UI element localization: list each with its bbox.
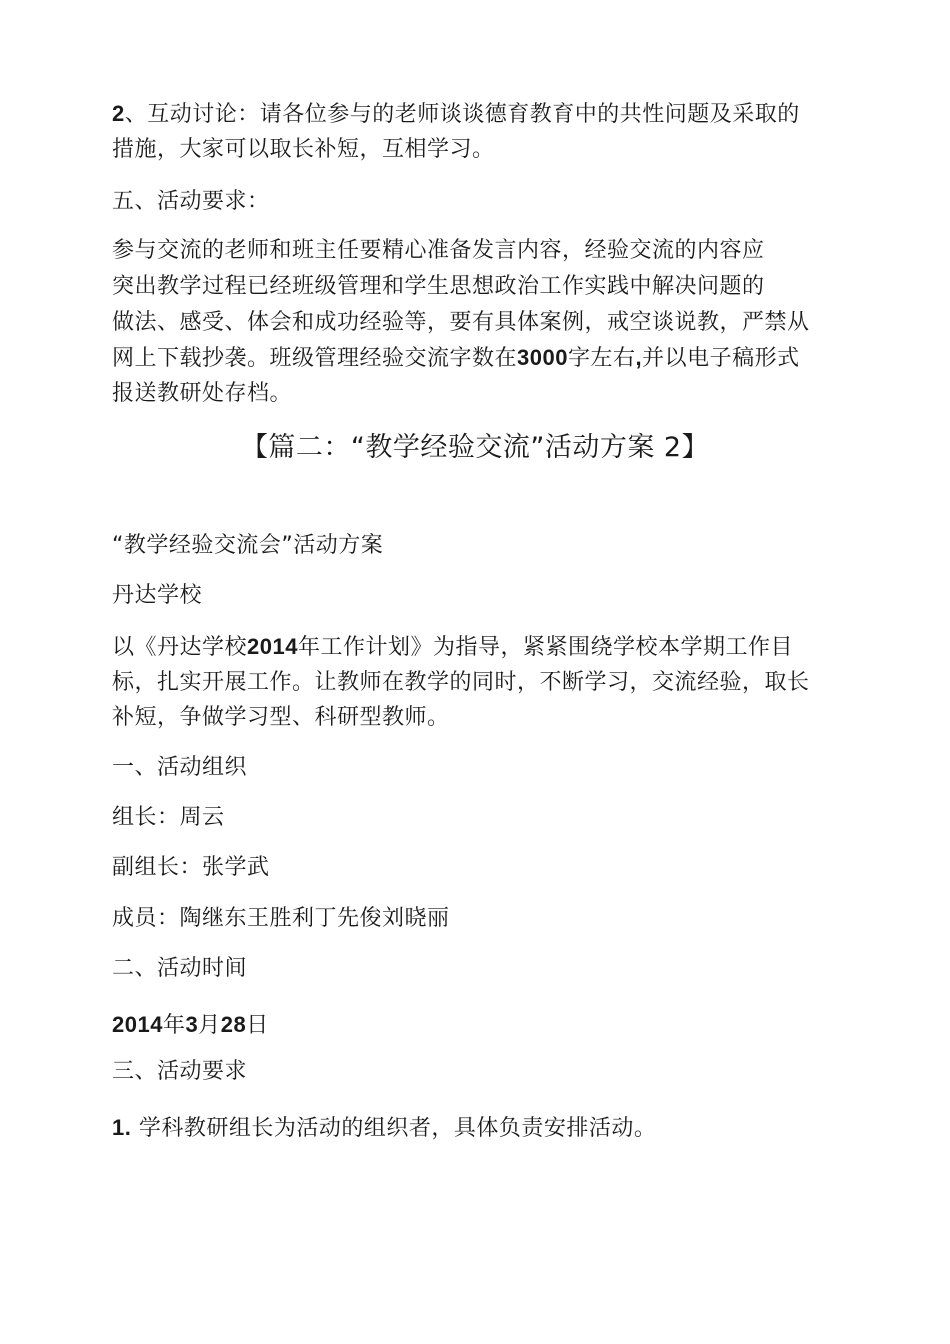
paragraph-requirements-line-2: 突出教学过程已经班级管理和学生思想政治工作实践中解决问题的 — [112, 274, 765, 299]
year-number: 2014 — [247, 634, 298, 659]
requirement-item-1 — [112, 1113, 656, 1144]
vice-group-leader: 副组长：张学武 — [112, 855, 270, 880]
paragraph-discussion-line-2: 措施，大家可以取长补短，互相学习。 — [112, 137, 495, 162]
comma: , — [635, 345, 643, 370]
item-number: 2 — [112, 101, 125, 126]
heading-activity-time: 二、活动时间 — [112, 956, 248, 981]
item-text: 学科教研组长为活动的组织者，具体负责安排活动。 — [138, 1116, 657, 1141]
heading-activity-requirements: 五、活动要求： — [112, 189, 270, 214]
heading-activity-requirements-2: 三、活动要求 — [112, 1059, 248, 1084]
text-segment: 以《丹达学校 — [112, 635, 248, 660]
group-members: 成员：陶继东王胜利丁先俊刘晓丽 — [112, 906, 450, 931]
item-text: 、互动讨论：请各位参与的老师谈谈德育教育中的共性问题及采取的 — [124, 102, 800, 127]
intro-line-1 — [112, 632, 793, 663]
text-segment: 并以电子稿形式 — [642, 346, 800, 371]
date-day: 28 — [220, 1012, 247, 1037]
paragraph-requirements-line-3: 做法、感受、体会和成功经验等，要有具体案例，戒空谈说教，严禁从 — [112, 310, 810, 335]
item-number: 1. — [112, 1115, 132, 1140]
text-segment: 年工作计划》为指导，紧紧围绕学校本学期工作目 — [297, 635, 793, 660]
date-month-char: 月 — [198, 1013, 221, 1038]
plan-title: “教学经验交流会”活动方案 — [112, 533, 384, 558]
paragraph-discussion-line-1 — [112, 99, 800, 130]
date-month: 3 — [185, 1012, 199, 1037]
date-day-char: 日 — [246, 1013, 269, 1038]
date-year: 2014 — [112, 1012, 163, 1037]
heading-activity-organization: 一、活动组织 — [112, 755, 248, 780]
intro-line-3: 补短，争做学习型、科研型教师。 — [112, 705, 450, 730]
date-year-char: 年 — [162, 1013, 186, 1038]
paragraph-requirements-line-4 — [112, 343, 800, 374]
paragraph-requirements-line-5: 报送教研处存档。 — [112, 381, 293, 406]
section-title: 【篇二：“教学经验交流”活动方案 2】 — [240, 432, 710, 463]
text-segment: 字左右 — [567, 346, 636, 371]
group-leader: 组长：周云 — [112, 805, 225, 830]
word-count-number: 3000 — [517, 345, 568, 370]
activity-date — [112, 1010, 269, 1041]
school-name: 丹达学校 — [112, 583, 203, 608]
intro-line-2: 标，扎实开展工作。让教师在教学的同时，不断学习，交流经验，取长 — [112, 670, 810, 695]
paragraph-requirements-line-1: 参与交流的老师和班主任要精心准备发言内容，经验交流的内容应 — [112, 238, 765, 263]
text-segment: 网上下载抄袭。班级管理经验交流字数在 — [112, 346, 518, 371]
